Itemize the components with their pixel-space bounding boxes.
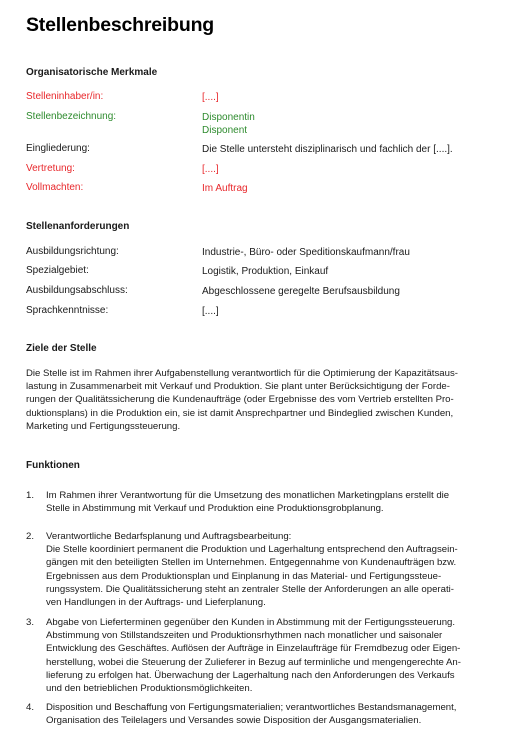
list-number: 3. [26, 617, 35, 628]
field-label: Spezialgebiet: [26, 265, 89, 276]
field-label: Vertretung: [26, 163, 75, 174]
section-heading-requirements: Stellenanforderungen [26, 221, 130, 232]
field-value: Die Stelle untersteht disziplinarisch und fachlich der [....]. [202, 144, 453, 155]
field-value: [....] [202, 306, 219, 317]
document-title: Stellenbeschreibung [26, 14, 214, 36]
list-text: Disposition und Beschaffung von Fertigungsmaterialien; verantwortliches Bestandsmanagement, Organisation des Teilelagers und Versandes sowie Disposition der Ausgangsmaterialien. [46, 702, 457, 727]
field-label: Sprachkenntnisse: [26, 305, 109, 316]
field-row-vollmachten [26, 182, 506, 196]
list-text: Verantwortliche Bedarfsplanung und Auftragsbearbeitung: Die Stelle koordiniert permanent die Produktion und Lagerhaltung entsprechend den Auftragsein- gängen mit den beteiligten Stellen im Unternehmen. Entgegennahme von Kundenaufträgen bzw. Ergebnissen aus dem Produktionsplan und Einplanung in das Material- und Fertigungssteue- rungssystem. Die Qualitätssicherung steht an zentraler Stelle der Anforderungen an alle operati- ven Handlungen in der Auftrags- und Lieferplanung. [46, 531, 458, 609]
requirement-row [26, 246, 506, 260]
field-value: Logistik, Produktion, Einkauf [202, 266, 329, 277]
field-label: Stelleninhaber/in: [26, 91, 104, 102]
field-row-stelleninhaber [26, 91, 506, 105]
field-value: [....] [202, 164, 219, 175]
field-label: Eingliederung: [26, 143, 90, 154]
list-text: Im Rahmen ihrer Verantwortung für die Umsetzung des monatlichen Marketingplans erstellt die Stelle in Abstimmung mit Verkauf und Produktion eine Produktionsgrobplanung. [46, 490, 450, 515]
list-number: 2. [26, 531, 35, 542]
field-value: Industrie-, Büro- oder Speditionskaufmann/frau [202, 247, 410, 258]
section-heading-goals: Ziele der Stelle [26, 343, 97, 354]
field-row-vertretung [26, 163, 506, 177]
field-label: Vollmachten: [26, 182, 84, 193]
requirement-row [26, 305, 506, 319]
field-value: [....] [202, 92, 219, 103]
requirement-row [26, 265, 506, 279]
goals-paragraph: Die Stelle ist im Rahmen ihrer Aufgabenstellung verantwortlich für die Optimierung der Kapazitätsaus- lastung in Zusammenarbeit mit Verkauf und Produktion. Sie plant unter Berücksichtigung der Forde- rungen der Qualitätssicherung die Kundenaufträge (oder Ergebnisse des vom Vertrieb erstellten Pro- duktionsplans) in die Produktion ein, sie ist damit Ansprechpartner und Bindeglied zwischen Kunden, Marketing und Fertigungssteuerung. [26, 368, 458, 432]
field-label: Ausbildungsrichtung: [26, 246, 119, 257]
field-row-eingliederung [26, 143, 506, 157]
list-number: 1. [26, 490, 35, 501]
field-value: Im Auftrag [202, 183, 248, 194]
requirement-row [26, 285, 506, 299]
field-label: Stellenbezeichnung: [26, 111, 117, 122]
field-label: Ausbildungsabschluss: [26, 285, 128, 296]
list-number: 4. [26, 702, 35, 713]
field-value: Abgeschlossene geregelte Berufsausbildung [202, 286, 400, 297]
field-value: Disponentin Disponent [202, 112, 255, 136]
field-row-stellenbezeichnung [26, 111, 506, 136]
list-text: Abgabe von Lieferterminen gegenüber den Kunden in Abstimmung mit der Fertigungssteuerung. Abstimmung von Stillstandszeiten und Produktionsrhythmen nach monatlicher und saisonaler Entwicklung des Geschäftes. Auflösen der Aufträge in Einzelaufträge für Fremdbezug oder Eigen- herstellung, wobei die Steuerung der Zulieferer in Bezug auf terminliche und mengengerechte An- lieferung zu erfolgen hat. Überwachung der Lagerhaltung nach den Anforderungen des Verkaufs und den betrieblichen Produktionsmöglichkeiten. [46, 617, 461, 695]
section-heading-org: Organisatorische Merkmale [26, 67, 158, 78]
section-heading-functions: Funktionen [26, 460, 80, 471]
